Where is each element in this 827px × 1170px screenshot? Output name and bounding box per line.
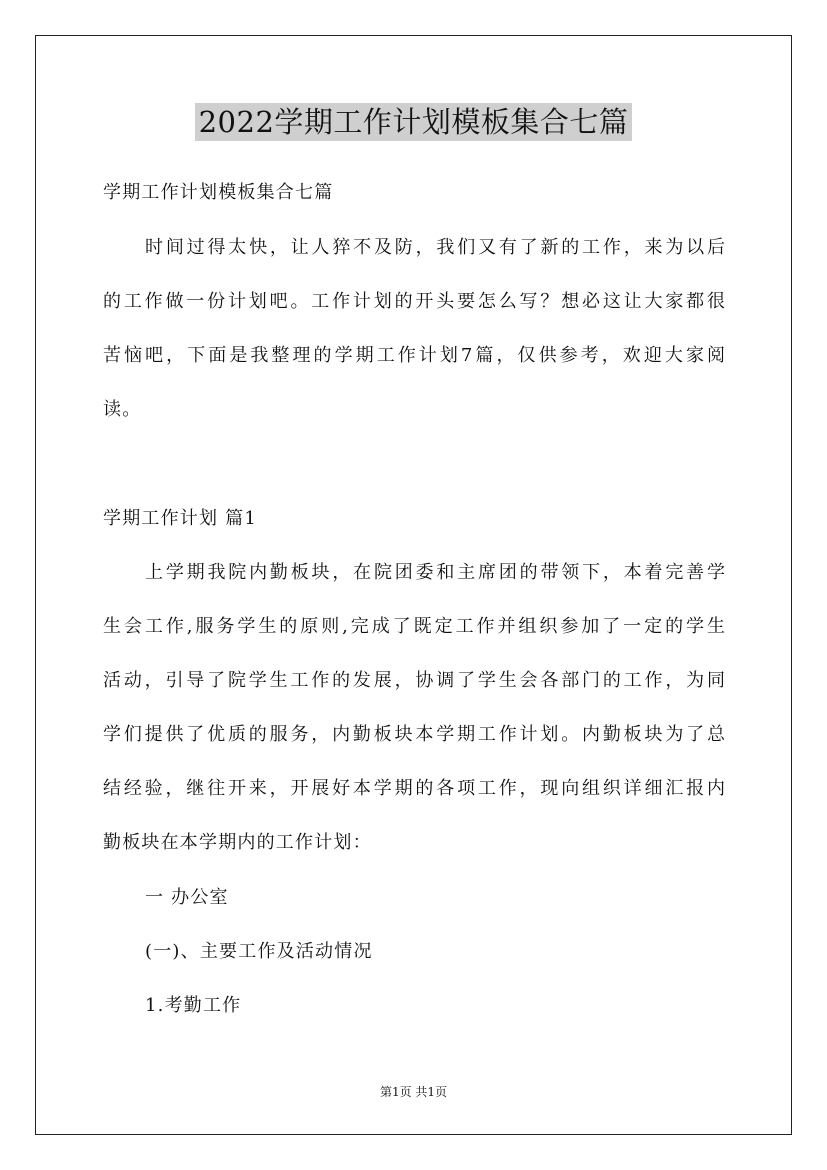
intro-line: 读。 <box>103 399 142 420</box>
title-wrap <box>0 103 827 141</box>
body-line: 学们提供了优质的服务，内勤板块本学期工作计划。内勤板块为了总 <box>103 724 725 745</box>
intro-line: 时间过得太快，让人猝不及防，我们又有了新的工作，来为以后 <box>145 237 725 258</box>
body-line: 生会工作,服务学生的原则,完成了既定工作并组织参加了一定的学生 <box>103 616 725 637</box>
subtitle: 学期工作计划模板集合七篇 <box>103 182 334 203</box>
body-line: 上学期我院内勤板块，在院团委和主席团的带领下，本着完善学 <box>145 562 725 583</box>
body-line: 活动，引导了院学生工作的发展，协调了学生会各部门的工作，为同 <box>103 670 725 691</box>
item-office: 一 办公室 <box>145 887 229 908</box>
item-main-work: (一)、主要工作及活动情况 <box>145 941 373 962</box>
document-title: 2022学期工作计划模板集合七篇 <box>195 103 633 141</box>
intro-line: 的工作做一份计划吧。工作计划的开头要怎么写？想必这让大家都很 <box>103 291 725 312</box>
body-line: 结经验，继往开来，开展好本学期的各项工作，现向组织详细汇报内 <box>103 778 725 799</box>
body-line: 勤板块在本学期内的工作计划： <box>103 832 372 853</box>
section-heading: 学期工作计划 篇1 <box>103 508 257 529</box>
page-footer: 第1页 共1页 <box>379 1085 448 1099</box>
item-attendance: 1.考勤工作 <box>145 995 242 1016</box>
intro-line: 苦恼吧，下面是我整理的学期工作计划7篇，仅供参考，欢迎大家阅 <box>103 345 725 366</box>
